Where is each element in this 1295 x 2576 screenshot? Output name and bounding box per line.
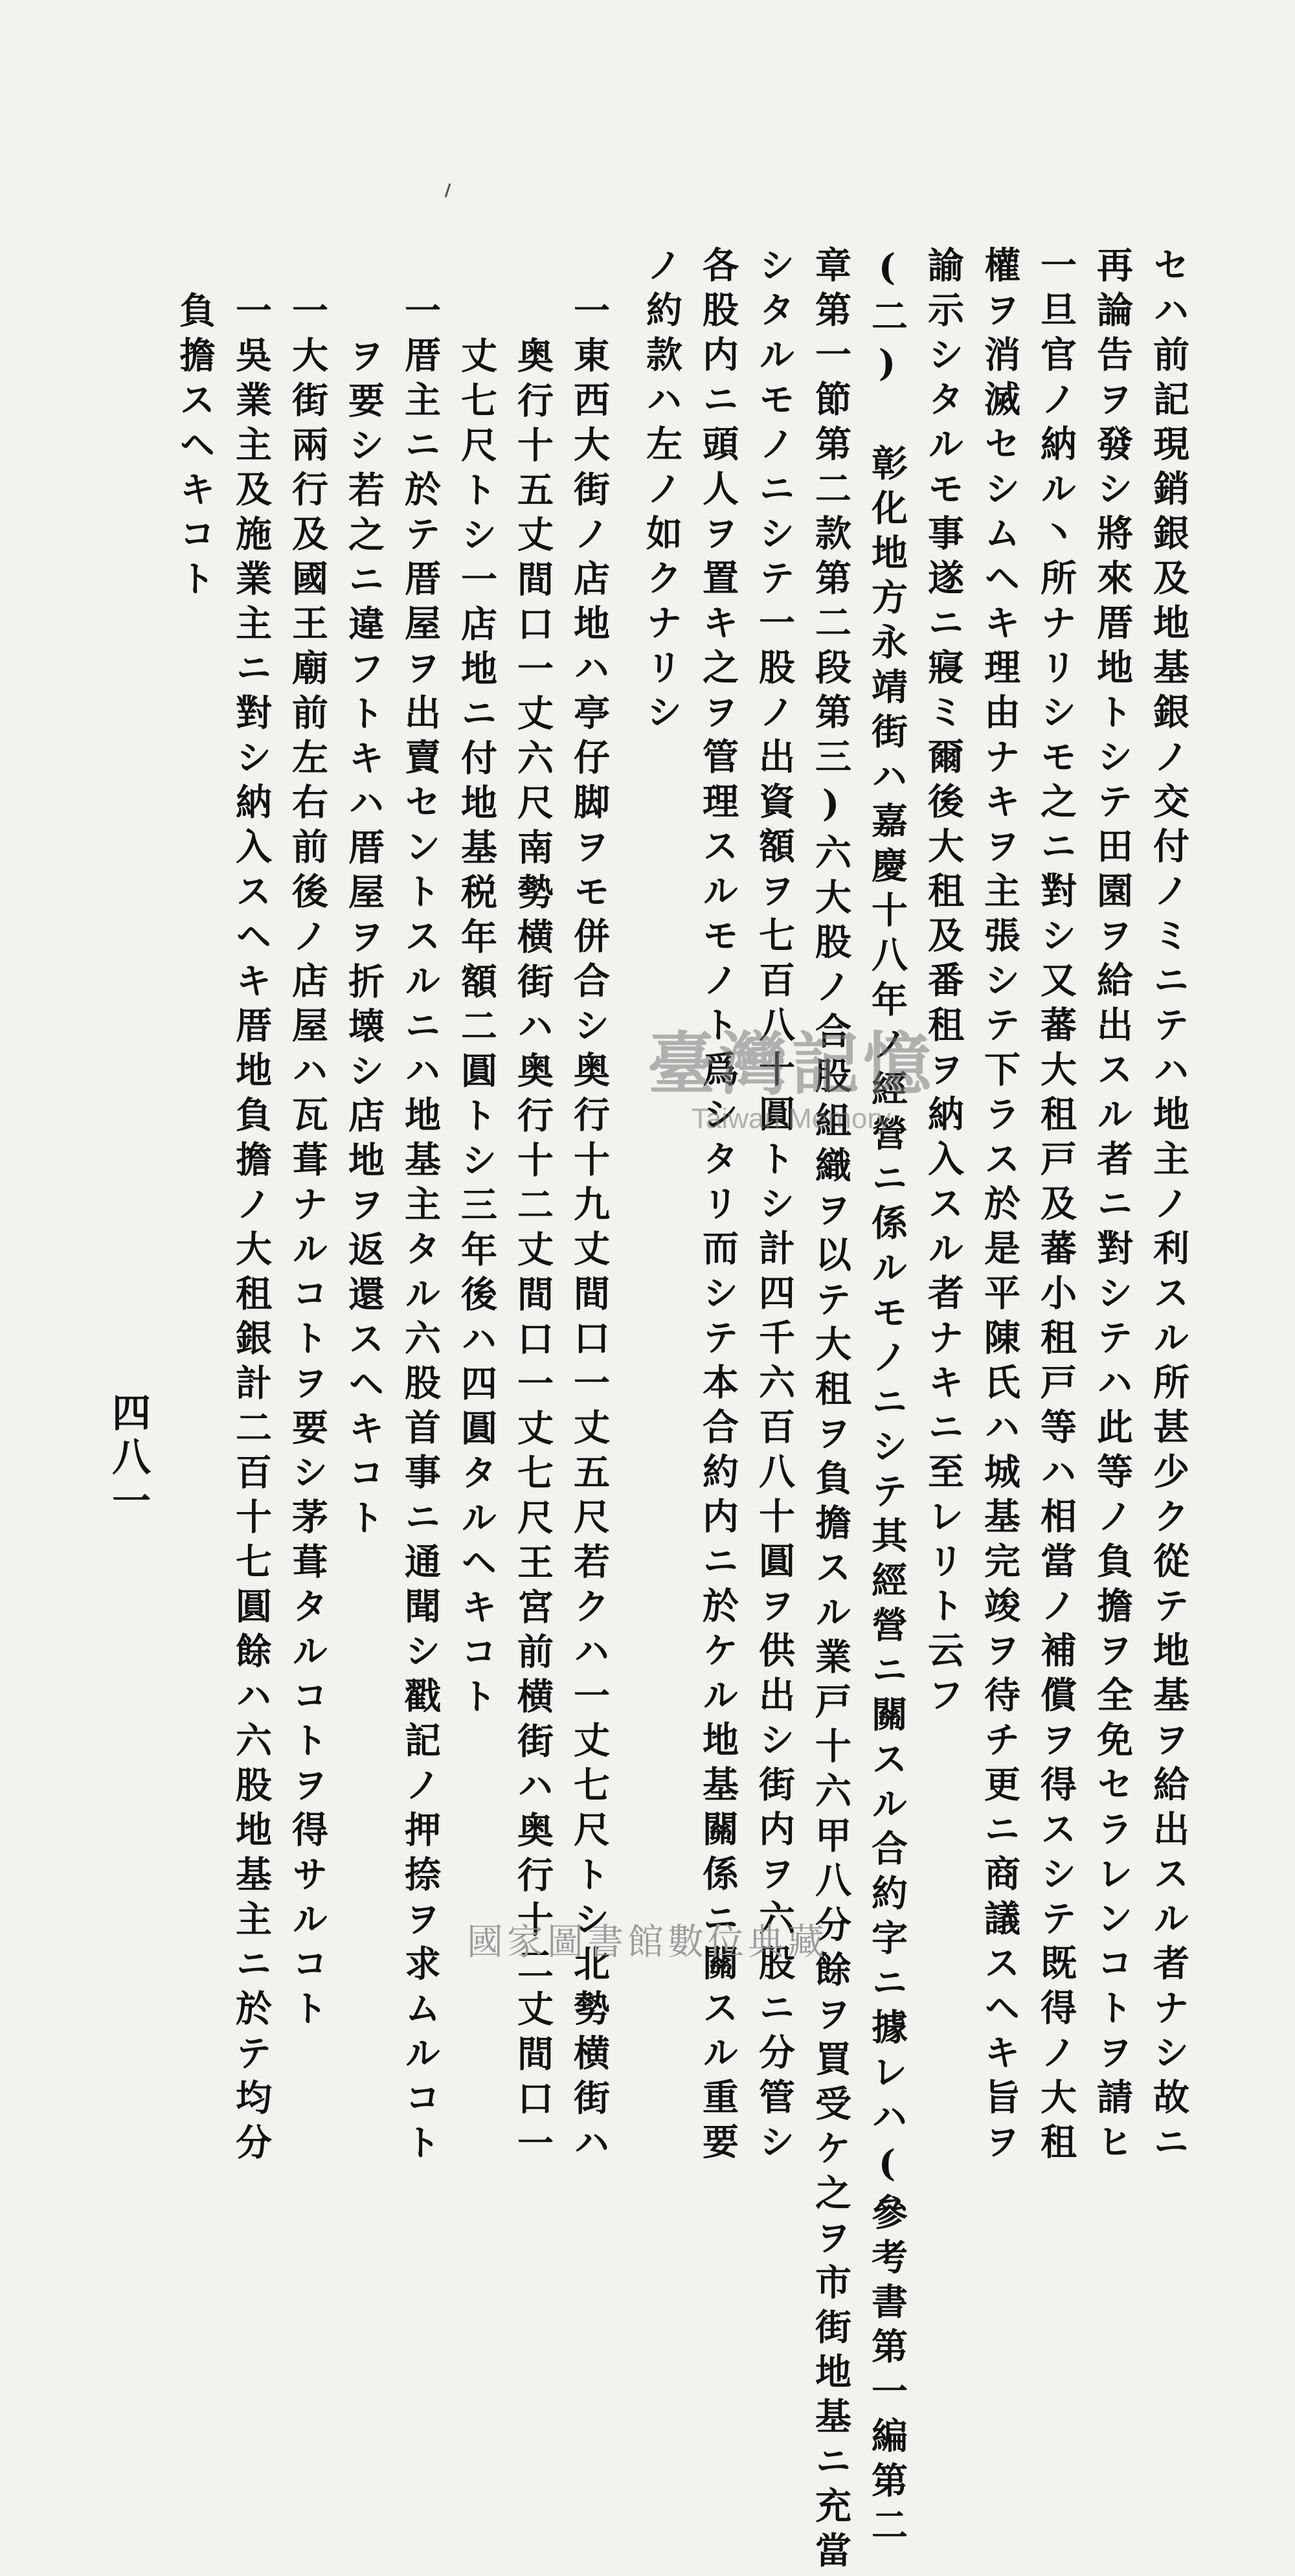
- text-column-3: 一旦官ノ納ル丶所ナリシモ之ニ對シ又蕃大租戸及蕃小租戸等ハ相當ノ補償ヲ得スシテ既得ノ大租: [1035, 246, 1077, 2167]
- ink-speck: [445, 183, 451, 198]
- text-column-15: ヲ要シ若之ニ違フトキハ厝屋ヲ折壊シ店地ヲ返還スヘキコト: [343, 337, 385, 1543]
- text-column-9: 各股内ニ頭人ヲ置キ之ヲ管理スルモノト爲シタリ而シテ本合約内ニ於ケル地基關係ニ關スル重要: [697, 246, 739, 2167]
- text-column-13: 丈七尺トシ一店地ニ付地基税年額二圓トシ三年後ハ四圓タルヘキコト: [455, 337, 498, 1722]
- text-column-18: 負擔スヘキコト: [174, 291, 216, 604]
- watermark-english: Taiwan Memory: [691, 1103, 892, 1135]
- text-column-16: 一大街兩行及國王廟前左右前後ノ店屋ハ瓦葺ナルコトヲ要シ茅葺タルコトヲ得サルコト: [286, 291, 329, 2034]
- text-column-2: 再論告ヲ發シ將來厝地トシテ田園ヲ給出スル者ニ對シテハ此等ノ負擔ヲ全免セラレンコトヲ請ヒ: [1091, 246, 1134, 2167]
- text-column-6: (二) 彰化地方永靖街ハ嘉慶十八年ノ經營ニ係ルモノニシテ其經營ニ關スル合約字ニ據レハ(參考書第一編第二: [866, 246, 908, 2551]
- text-column-10: ノ約款ハ左ノ如クナリシ: [640, 246, 683, 738]
- footer-credit: 國家圖書館數位典藏: [467, 1921, 828, 1963]
- text-column-11: 一東西大街ノ店地ハ亭仔脚ヲモ併合シ奥行十九丈間口一丈五尺若クハ一丈七尺トシ北勢横街ハ: [568, 291, 611, 2168]
- watermark-chinese: 臺灣記憶: [648, 1024, 936, 1104]
- watermark: [648, 1010, 935, 1135]
- text-column-5: 諭示シタルモ事遂ニ寢ミ爾後大租及番租ヲ納入スル者ナキニ至レリト云フ: [922, 246, 965, 1721]
- text-column-17: 一吳業主及施業主ニ對シ納入スヘキ厝地負擔ノ大租銀計二百十七圓餘ハ六股地基主ニ於テ均分: [230, 291, 273, 2168]
- text-column-1: セハ前記現銷銀及地基銀ノ交付ノミニテハ地主ノ利スル所甚少ク從テ地基ヲ給出スル者ナシ故ニ: [1147, 246, 1190, 2167]
- text-column-12: 奥行十五丈間口一丈六尺南勢横街ハ奥行十二丈間口一丈七尺王宮前横街ハ奥行十二丈間口一: [512, 337, 554, 2169]
- text-column-8: シタルモノニシテ一股ノ出資額ヲ七百八十圓トシ計四千六百八十圓ヲ供出シ街内ヲ六股ニ分管シ: [753, 246, 796, 2167]
- page-number: 四八一: [106, 1392, 151, 1524]
- text-column-14: 一厝主ニ於テ厝屋ヲ出賣セントスルニハ地基主タル六股首事ニ通聞シ戳記ノ押捺ヲ求ムルコト: [399, 291, 442, 2168]
- text-column-4: 權ヲ消滅セシムヘキ理由ナキヲ主張シテ下ラス於是平陳氏ハ城基完竣ヲ待チ更ニ商議スヘキ旨ヲ: [978, 246, 1021, 2167]
- text-column-7: 章第一節第二款第二段第三)六大股ノ合股組織ヲ以テ大租ヲ負擔スル業戸十六甲八分餘ヲ買受ケ之ヲ市街地基ニ充當: [809, 246, 852, 2576]
